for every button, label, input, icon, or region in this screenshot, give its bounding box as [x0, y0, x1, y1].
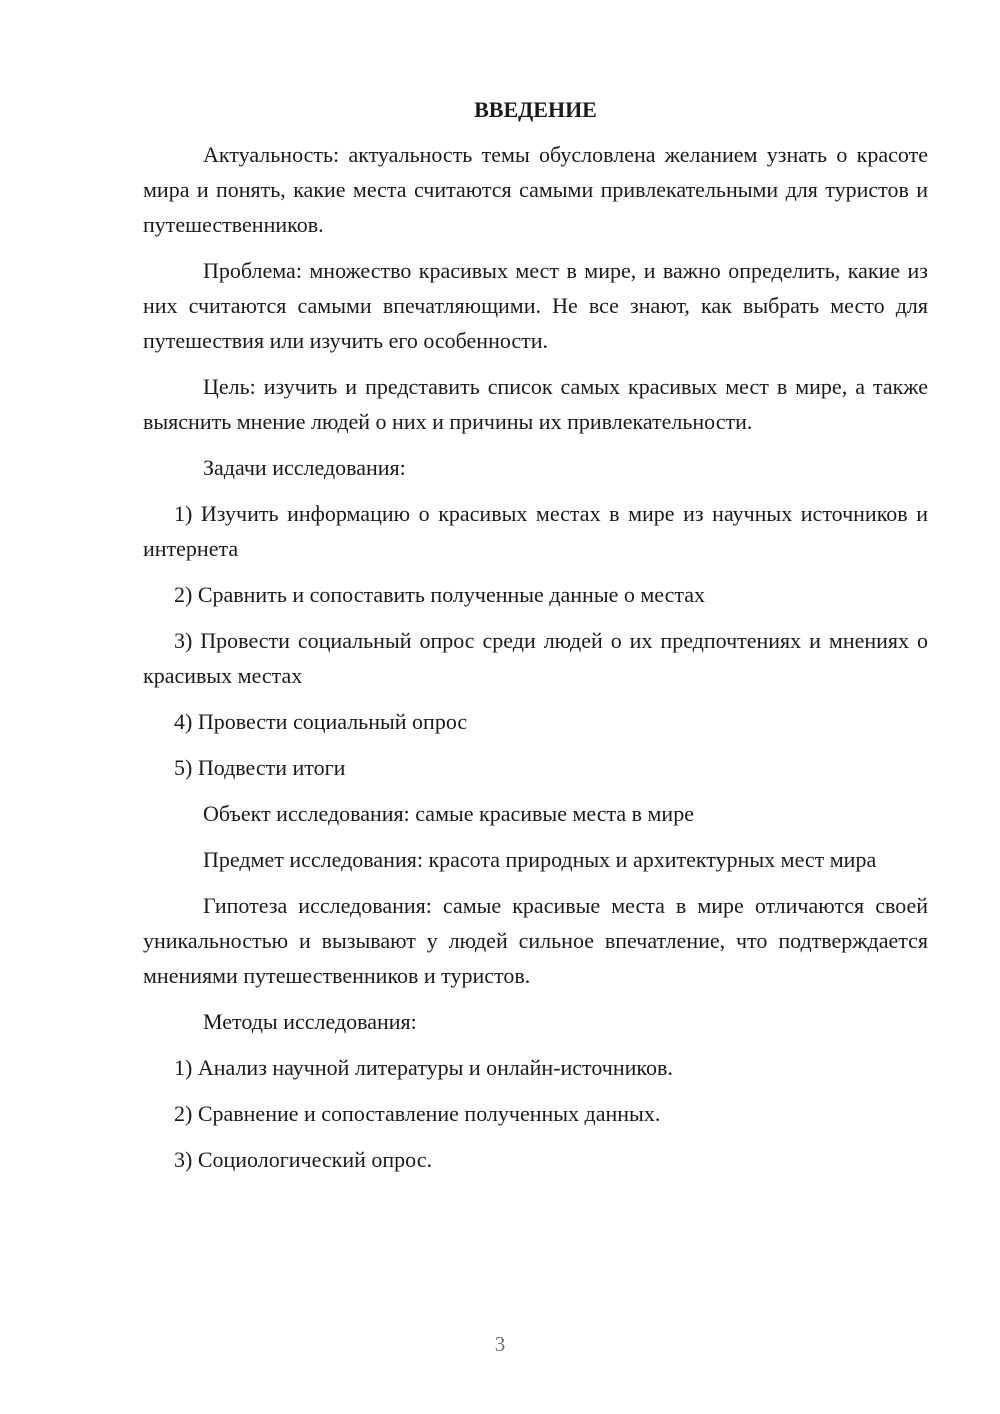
relevance-paragraph: Актуальность: актуальность темы обусловлена желанием узнать о красоте мира и понять, какие места считаются самыми привлекательными для туристов и путешественников. [143, 142, 928, 237]
method-item-3: 3) Социологический опрос. [174, 1147, 432, 1172]
task-item-3: 3) Провести социальный опрос среди людей о их предпочтениях и мнениях о красивых местах [143, 628, 928, 688]
document-page [143, 92, 928, 1188]
goal-paragraph: Цель: изучить и представить список самых красивых мест в мире, а также выяснить мнение людей о них и причины их привлекательности. [143, 374, 928, 434]
task-item-4: 4) Провести социальный опрос [174, 709, 468, 734]
method-item-2: 2) Сравнение и сопоставление полученных данных. [174, 1101, 661, 1126]
task-item-5: 5) Подвести итоги [174, 755, 346, 780]
method-item-1: 1) Анализ научной литературы и онлайн-источников. [174, 1055, 673, 1080]
object-paragraph: Объект исследования: самые красивые места в мире [203, 801, 694, 826]
problem-paragraph: Проблема: множество красивых мест в мире, и важно определить, какие из них считаются самыми впечатляющими. Не все знают, как выбрать место для путешествия или изучить его особенности. [143, 258, 928, 353]
hypothesis-paragraph: Гипотеза исследования: самые красивые места в мире отличаются своей уникальностью и вызывают у людей сильное впечатление, что подтверждается мнениями путешественников и туристов. [143, 893, 928, 988]
section-title: ВВЕДЕНИЕ [474, 97, 597, 122]
tasks-heading: Задачи исследования: [203, 455, 406, 480]
task-item-1: 1) Изучить информацию о красивых местах в мире из научных источников и интернета [143, 501, 928, 561]
methods-heading: Методы исследования: [203, 1009, 417, 1034]
task-item-2: 2) Сравнить и сопоставить полученные данные о местах [174, 582, 706, 607]
subject-paragraph: Предмет исследования: красота природных и архитектурных мест мира [203, 847, 877, 872]
page-number: 3 [494, 1332, 506, 1356]
